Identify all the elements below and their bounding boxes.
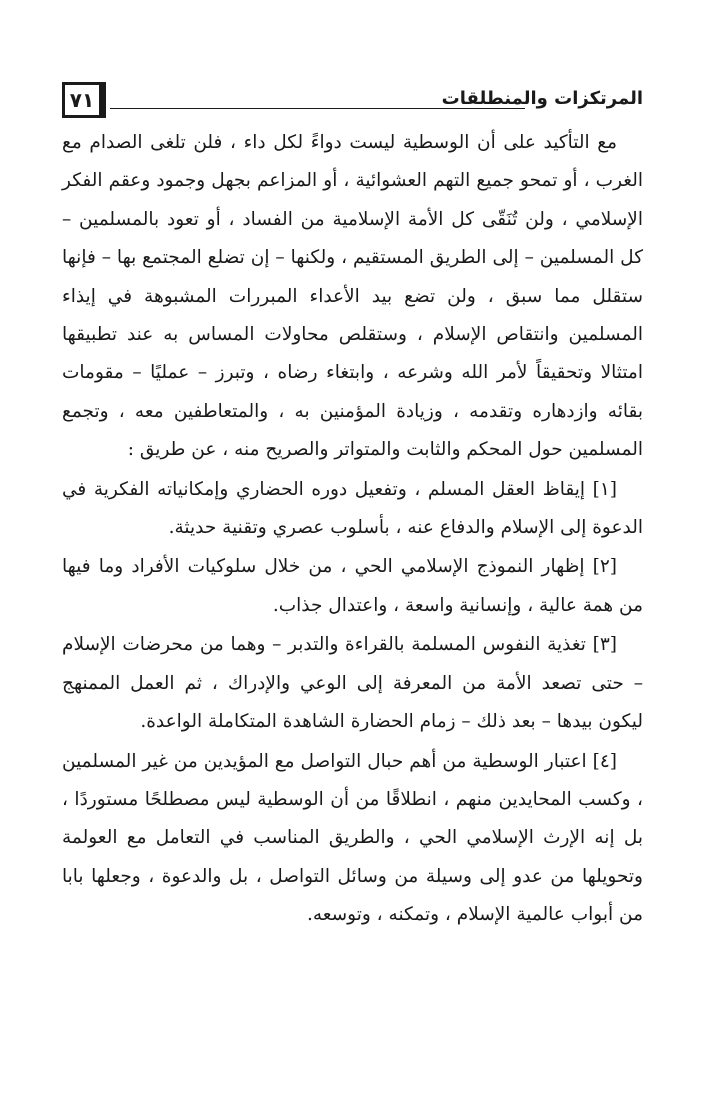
running-title: المرتكزات والمنطلقات [441, 88, 643, 109]
list-item-3: [٣] تغذية النفوس المسلمة بالقراءة والتدبر – وهما من محرضات الإسلام – حتى تصعد الأمة من المعرفة إلى الوعي والإدراك ، ثم العمل الممنهج ليكون بيدها – بعد ذلك – زمام الحضارة الشاهدة المتكاملة الواعدة. [62, 634, 643, 733]
body-text [62, 124, 643, 935]
page-number: ٧١ [62, 82, 106, 118]
list-item-2: [٢] إظهار النموذج الإسلامي الحي ، من خلال سلوكيات الأفراد وما فيها من همة عالية ، وإنسانية واسعة ، واعتدال جذاب. [62, 556, 643, 616]
list-item-1: [١] إيقاظ العقل المسلم ، وتفعيل دوره الحضاري وإمكانياته الفكرية في الدعوة إلى الإسلام والدفاع عنه ، بأسلوب عصري وتقنية حديثة. [62, 478, 643, 539]
intro-paragraph: مع التأكيد على أن الوسطية ليست دواءً لكل داء ، فلن تلغى الصدام مع الغرب ، أو تمحو جميع التهم العشوائية ، أو المزاعم بجهل وجمود وعقم الفكر الإسلامي ، ولن تُنَقّى كل الأمة الإسلامية من الفساد ، أو تعود بالمسلمين – كل المسلمين – إلى الطريق المستقيم ، ولكنها – إن تضلع المجتمع بها – فإنها ستقلل مما سبق ، ولن تضع بيد الأعداء المبررات المشبوهة في إيذاء المسلمين وانتقاص الإسلام ، وستقلص محاولات المساس به عند تطبيقها امتثالا وتحقيقاً لأمر الله وشرعه ، وابتغاء رضاه ، وتبرز – عمليًا – مقومات بقائه وازدهاره وتقدمه ، وزيادة المؤمنين به ، والمتعاطفين معه ، وتجمع المسلمين حول المحكم والثابت والمتواتر والصريح منه ، عن طريق : [62, 132, 643, 461]
list-item-4: [٤] اعتبار الوسطية من أهم حبال التواصل مع المؤيدين من غير المسلمين ، وكسب المحايدين منهم ، انطلاقًا من أن الوسطية ليس مصطلحًا مستوردًا ، بل إنه الإرث الإسلامي الحي ، والطريق المناسب في التعامل مع العولمة وتحويلها من عدو إلى وسيلة من وسائل التواصل ، بل والدعوة ، وجعلها بابا من أبواب عالمية الإسلام ، وتمكنه ، وتوسعه. [62, 750, 643, 926]
